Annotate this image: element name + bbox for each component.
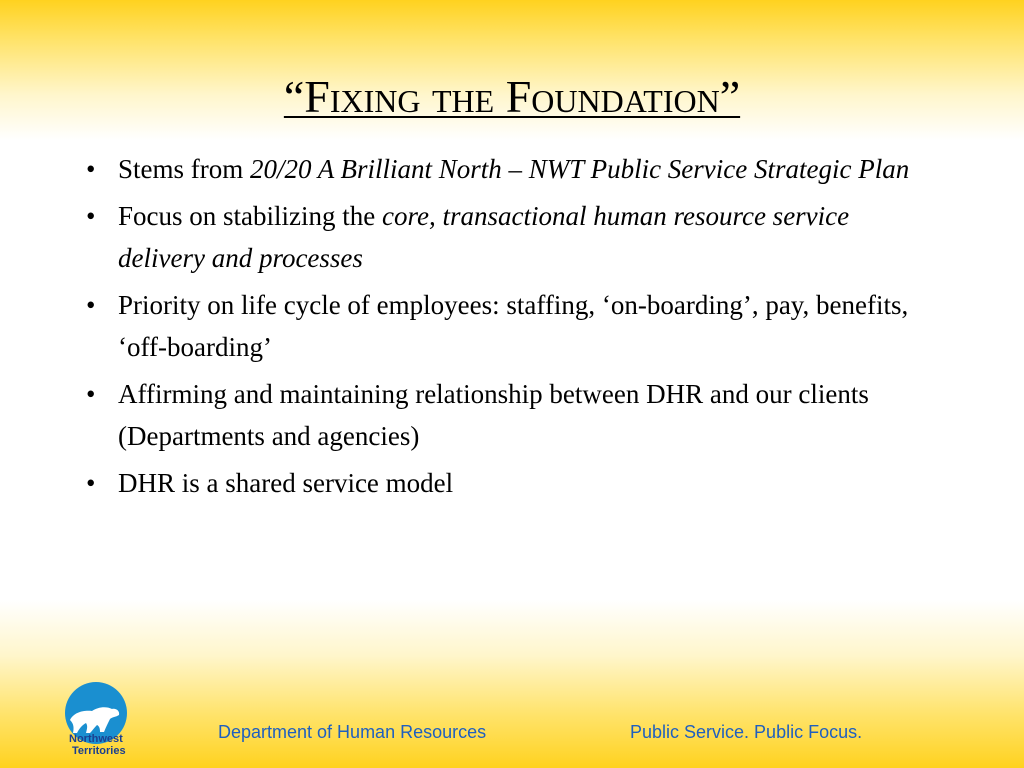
footer-department: Department of Human Resources xyxy=(218,722,487,742)
bullet-text: Stems from xyxy=(118,154,250,184)
logo-text-line2: Territories xyxy=(72,745,126,757)
bullet-text: Affirming and maintaining relationship between DHR and our clients (Departments and agencies) xyxy=(118,379,869,451)
slide-title xyxy=(0,70,1024,123)
polar-bear-logo-icon xyxy=(36,680,132,760)
bullet-item xyxy=(82,195,942,279)
bullet-item xyxy=(82,373,942,457)
bullet-dot: • xyxy=(86,379,96,409)
bullet-dot: • xyxy=(86,154,96,184)
bullet-item xyxy=(82,284,942,368)
bullet-item xyxy=(82,462,942,504)
bullet-italic-text: core, transactional human resource service delivery and processes xyxy=(118,201,850,273)
bullet-text: DHR is a shared service model xyxy=(118,468,454,498)
logo-text-line1: Northwest xyxy=(69,733,123,745)
northwest-territories-logo xyxy=(36,680,132,760)
bullet-list xyxy=(82,148,942,509)
slide-footer xyxy=(0,680,1024,768)
bullet-dot: • xyxy=(86,468,96,498)
bullet-italic-text: 20/20 A Brilliant North – NWT Public Service Strategic Plan xyxy=(250,154,910,184)
bullet-item xyxy=(82,148,942,190)
slide-title-text: “Fixing the Foundation” xyxy=(283,71,741,122)
bullet-text: Focus on stabilizing the xyxy=(118,201,382,231)
bullet-dot: • xyxy=(86,201,96,231)
bullet-dot: • xyxy=(86,290,96,320)
bullet-text: Priority on life cycle of employees: staffing, ‘on-boarding’, pay, benefits, ‘off-boarding’ xyxy=(118,290,909,362)
footer-tagline: Public Service. Public Focus. xyxy=(630,722,863,742)
